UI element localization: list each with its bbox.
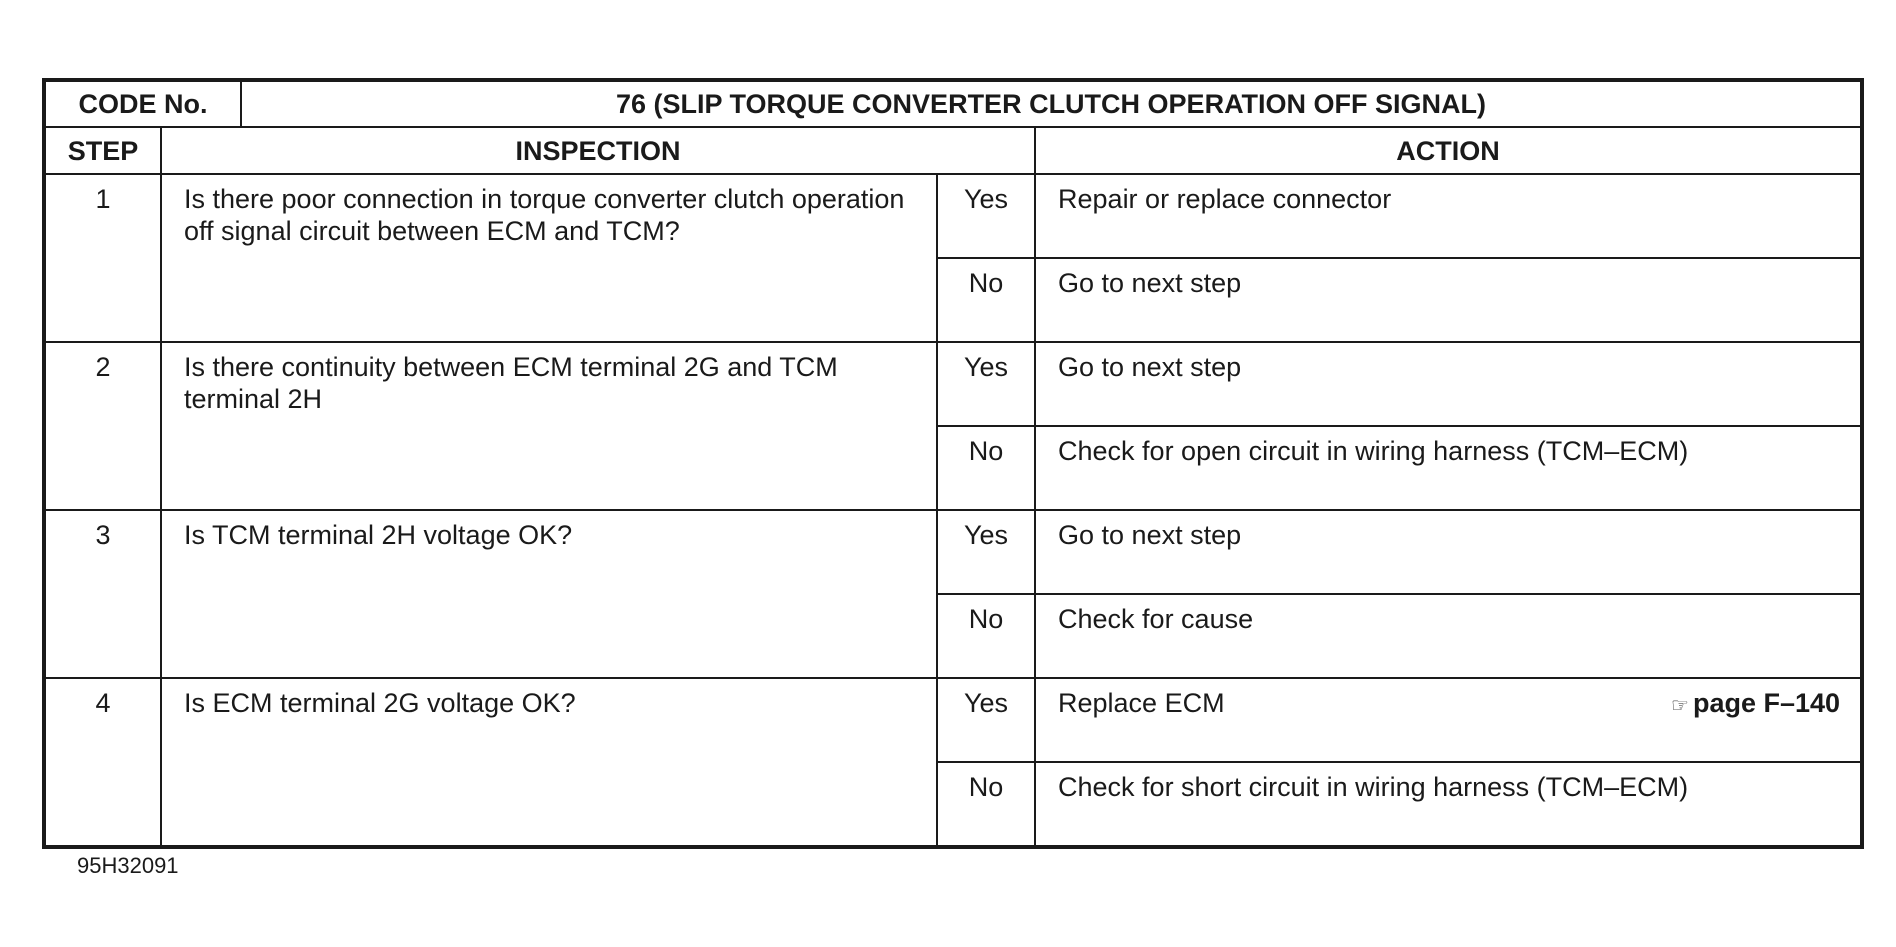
yes-label: Yes — [937, 510, 1035, 594]
yes-action: Go to next step — [1035, 510, 1862, 594]
action-column-header: ACTION — [1035, 127, 1862, 174]
no-action: Check for cause — [1035, 594, 1862, 678]
inspection-question: Is TCM terminal 2H voltage OK? — [161, 510, 937, 678]
column-header-row — [44, 127, 1862, 174]
table-row — [44, 342, 1862, 426]
pointing-hand-icon: ☞ — [1671, 695, 1689, 717]
diagnosis-sheet — [42, 78, 1860, 849]
step-number: 2 — [44, 342, 161, 510]
inspection-column-header: INSPECTION — [161, 127, 1035, 174]
no-action: Check for open circuit in wiring harness (TCM–ECM) — [1035, 426, 1862, 510]
no-label: No — [937, 258, 1035, 342]
inspection-question: Is ECM terminal 2G voltage OK? — [161, 678, 937, 847]
table-row — [44, 510, 1862, 594]
no-label: No — [937, 762, 1035, 847]
inspection-question: Is there poor connection in torque converter clutch operation off signal circuit between ECM and TCM? — [161, 174, 937, 342]
yes-action-line — [1058, 687, 1840, 722]
page-reference — [1671, 687, 1840, 722]
yes-action-cell — [1035, 678, 1862, 762]
yes-label: Yes — [937, 678, 1035, 762]
no-action: Check for short circuit in wiring harness (TCM–ECM) — [1035, 762, 1862, 847]
step-number: 4 — [44, 678, 161, 847]
no-label: No — [937, 426, 1035, 510]
table-row — [44, 678, 1862, 762]
inspection-question: Is there continuity between ECM terminal 2G and TCM terminal 2H — [161, 342, 937, 510]
step-number: 1 — [44, 174, 161, 342]
code-label: CODE No. — [44, 80, 241, 127]
step-column-header: STEP — [44, 127, 161, 174]
diagnosis-table — [42, 78, 1864, 849]
figure-code: 95H32091 — [77, 853, 179, 878]
yes-action: Replace ECM — [1058, 688, 1225, 718]
yes-label: Yes — [937, 174, 1035, 258]
no-label: No — [937, 594, 1035, 678]
page-reference-text: page F–140 — [1692, 688, 1841, 718]
code-title: 76 (SLIP TORQUE CONVERTER CLUTCH OPERATION OFF SIGNAL) — [241, 80, 1862, 127]
yes-action: Repair or replace connector — [1035, 174, 1862, 258]
no-action: Go to next step — [1035, 258, 1862, 342]
yes-label: Yes — [937, 342, 1035, 426]
code-row — [44, 80, 1862, 127]
yes-action: Go to next step — [1035, 342, 1862, 426]
table-row — [44, 174, 1862, 258]
step-number: 3 — [44, 510, 161, 678]
